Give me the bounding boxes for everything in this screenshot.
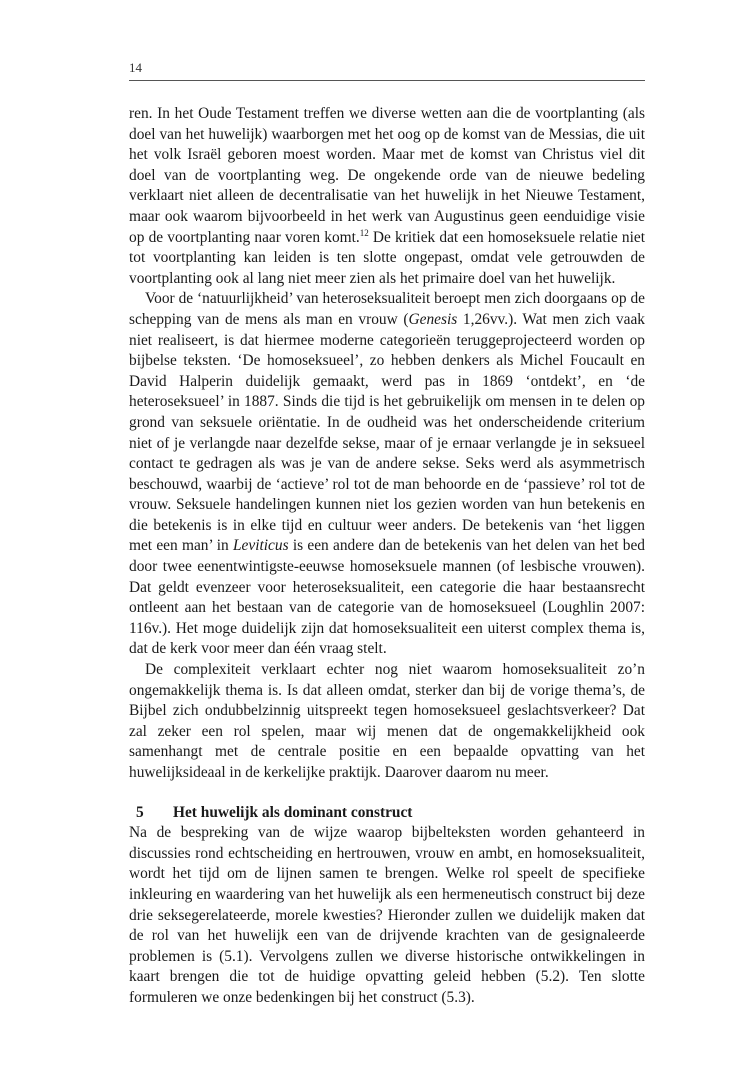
book-title: Leviticus (233, 537, 289, 555)
page-number: 14 (129, 60, 142, 75)
text-run: Voor de ‘natuurlijkheid’ van heteroseksualiteit beroept men zich doorgaans op de schepping van de mens als man en vrouw ( (129, 290, 645, 328)
text-run: De kritiek dat een homoseksuele relatie niet tot voortplanting kan leiden is ten slotte ongepast, omdat vele getrouwden de voortplanting ook al lang niet meer zien als het primaire doel van het huwelijk. (129, 228, 646, 287)
paragraph-2 (129, 289, 645, 660)
section-number: 5 (136, 803, 144, 821)
header-rule (129, 80, 645, 81)
text-run: is een andere dan de betekenis van het delen van het bed door twee eenentwintigste-eeuwse homoseksuele mannen (of lesbische vrouwen). Dat geldt evenzeer voor heteroseksualiteit, een categorie die haar bestaansrecht ontleent aan het bestaan van de categorie van de homoseksueel (Loughlin 2007: 116v.). Het moge duidelijk zijn dat homoseksualiteit een uiterst complex thema is, dat de kerk voor meer dan één vraag stelt. (129, 537, 645, 658)
paragraph-3: De complexiteit verklaart echter nog niet waarom homoseksualiteit zo’n ongemakkelijk thema is. Is dat alleen omdat, sterker dan bij de vorige thema’s, de Bijbel zich ondubbelzinnig uitspreekt tegen homoseksueel geslachtsverkeer? Dat zal zeker een rol spelen, maar wij menen dat de ongemakkelijkheid ook samenhangt met de centrale positie en een bepaalde opvatting van het huwelijksideaal in de kerkelijke praktijk. Daarover daarom nu meer. (129, 661, 645, 781)
body-text (129, 104, 645, 1009)
book-title: Genesis (408, 310, 458, 328)
footnote-ref: 12 (359, 227, 369, 238)
text-run: ren. In het Oude Testament treffen we diverse wetten aan die de voortplanting (als doel van het huwelijk) waarborgen met het oog op de komst van de Messias, die uit het volk Israël geboren moest worden. Maar met de komst van Christus viel dit doel van de voortplanting weg. De ongekende orde van de nieuwe bedeling verklaart niet alleen de decentralisatie van het huwelijk in het Nieuwe Testament, maar ook waarom bijvoorbeeld in het werk van Augustinus geen eenduidige visie op de voortplanting naar voren komt. (129, 105, 645, 246)
text-run: 1,26vv.). Wat men zich vaak niet realiseert, is dat hiermee moderne categorieën teruggeprojecteerd worden op bijbelse teksten. ‘De homoseksueel’, zo hebben denkers als Michel Foucault en David Halperin duidelijk gemaakt, werd pas in 1869 ‘ontdekt’, en ‘de heteroseksueel’ in 1887. Sinds die tijd is het gebruikelijk om mensen in te delen op grond van seksuele oriëntatie. In de oudheid was het onderscheidende criterium niet of je verlangde naar dezelfde sekse, maar of je ernaar verlangde je in seksueel contact te gedragen als was je van de andere sekse. Seks werd als asymmetrisch beschouwd, waarbij de ‘actieve’ rol tot de man behoorde en de ‘passieve’ rol tot de vrouw. Seksuele handelingen kunnen niet los gezien worden van hun betekenis en die betekenis is in elke tijd en cultuur weer anders. De betekenis van ‘het liggen met een man’ in (129, 310, 645, 555)
paragraph-1 (129, 104, 645, 289)
section-title: Het huwelijk als dominant construct (173, 803, 413, 821)
section-heading (129, 803, 645, 824)
paragraph-4: Na de bespreking van de wijze waarop bijbelteksten worden gehanteerd in discussies rond echtscheiding en hertrouwen, vrouw en ambt, en homoseksualiteit, wordt het tijd om de lijnen samen te brengen. Welke rol speelt de specifieke inkleuring en waardering van het huwelijk als een hermeneutisch construct bij deze drie seksegerelateerde, morele kwesties? Hieronder zullen we duidelijk maken dat de rol van het huwelijk een van de drijvende krachten van de gesignaleerde problemen is (5.1). Vervolgens zullen we diverse historische ontwikkelingen in kaart brengen die tot de huidige opvatting geleid hebben (5.2). Ten slotte formuleren we onze bedenkingen bij het construct (5.3). (129, 824, 645, 1006)
